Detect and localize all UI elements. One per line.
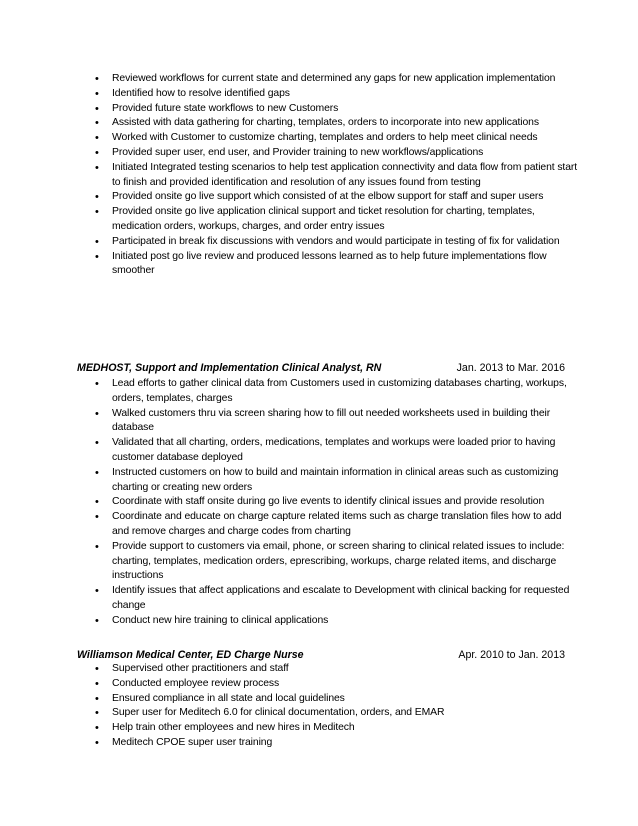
list-item: • Conduct new hire training to clinical applications [95,614,580,629]
list-item: • Meditech CPOE super user training [95,736,580,751]
list-item: • Validated that all charting, orders, medications, templates and workups were loaded prior to having customer database deployed [95,436,580,466]
list-item: • Reviewed workflows for current state and determined any gaps for new application implementation [95,72,580,87]
list-item: • Provided super user, end user, and Provider training to new workflows/applications [95,146,580,161]
list-item: • Identify issues that affect applications and escalate to Development with clinical backing for requested change [95,584,580,614]
list-item: • Initiated post go live review and produced lessons learned as to help future implementations flow smoother [95,250,580,280]
list-item: • Provide support to customers via email, phone, or screen sharing to clinical related issues to include: charting, templates, medication orders, eprescribing, workups, charge related items, and discharge instructions [95,540,580,584]
list-item: • Supervised other practitioners and staff [95,662,580,677]
job-dates: Apr. 2010 to Jan. 2013 [458,649,565,661]
list-item: • Conducted employee review process [95,677,580,692]
list-item: • Initiated Integrated testing scenarios to help test application connectivity and data flow from patient start to finish and provided identification and resolution of any issues found from testing [95,161,580,191]
list-item: • Coordinate and educate on charge capture related items such as charge translation files how to add and remove charges and charge codes from charting [95,510,580,540]
job-header-williamson [77,648,565,662]
list-item: • Super user for Meditech 6.0 for clinical documentation, orders, and EMAR [95,706,580,721]
job3-bullet-list [95,662,580,751]
job2-bullet-list [95,377,580,629]
list-item: • Participated in break fix discussions with vendors and would participate in testing of fix for validation [95,235,580,250]
list-item: • Walked customers thru via screen sharing how to fill out needed worksheets used in building their database [95,407,580,437]
job-title: Williamson Medical Center, ED Charge Nurse [77,649,304,661]
section1-bullet-list [95,72,580,279]
list-item: • Worked with Customer to customize charting, templates and orders to help meet clinical needs [95,131,580,146]
list-item: • Help train other employees and new hires in Meditech [95,721,580,736]
job-header-medhost [77,361,565,375]
job-title: MEDHOST, Support and Implementation Clinical Analyst, RN [77,362,382,374]
list-item: • Coordinate with staff onsite during go live events to identify clinical issues and provide resolution [95,495,580,510]
list-item: • Provided future state workflows to new Customers [95,102,580,117]
job-dates: Jan. 2013 to Mar. 2016 [456,362,565,374]
list-item: • Identified how to resolve identified gaps [95,87,580,102]
list-item: • Provided onsite go live application clinical support and ticket resolution for charting, templates, medication orders, workups, charges, and order entry issues [95,205,580,235]
list-item: • Provided onsite go live support which consisted of at the elbow support for staff and super users [95,190,580,205]
list-item: • Instructed customers on how to build and maintain information in clinical areas such as customizing charting or creating new orders [95,466,580,496]
list-item: • Ensured compliance in all state and local guidelines [95,692,580,707]
list-item: • Lead efforts to gather clinical data from Customers used in customizing databases charting, workups, orders, templates, charges [95,377,580,407]
list-item: • Assisted with data gathering for charting, templates, orders to incorporate into new applications [95,116,580,131]
